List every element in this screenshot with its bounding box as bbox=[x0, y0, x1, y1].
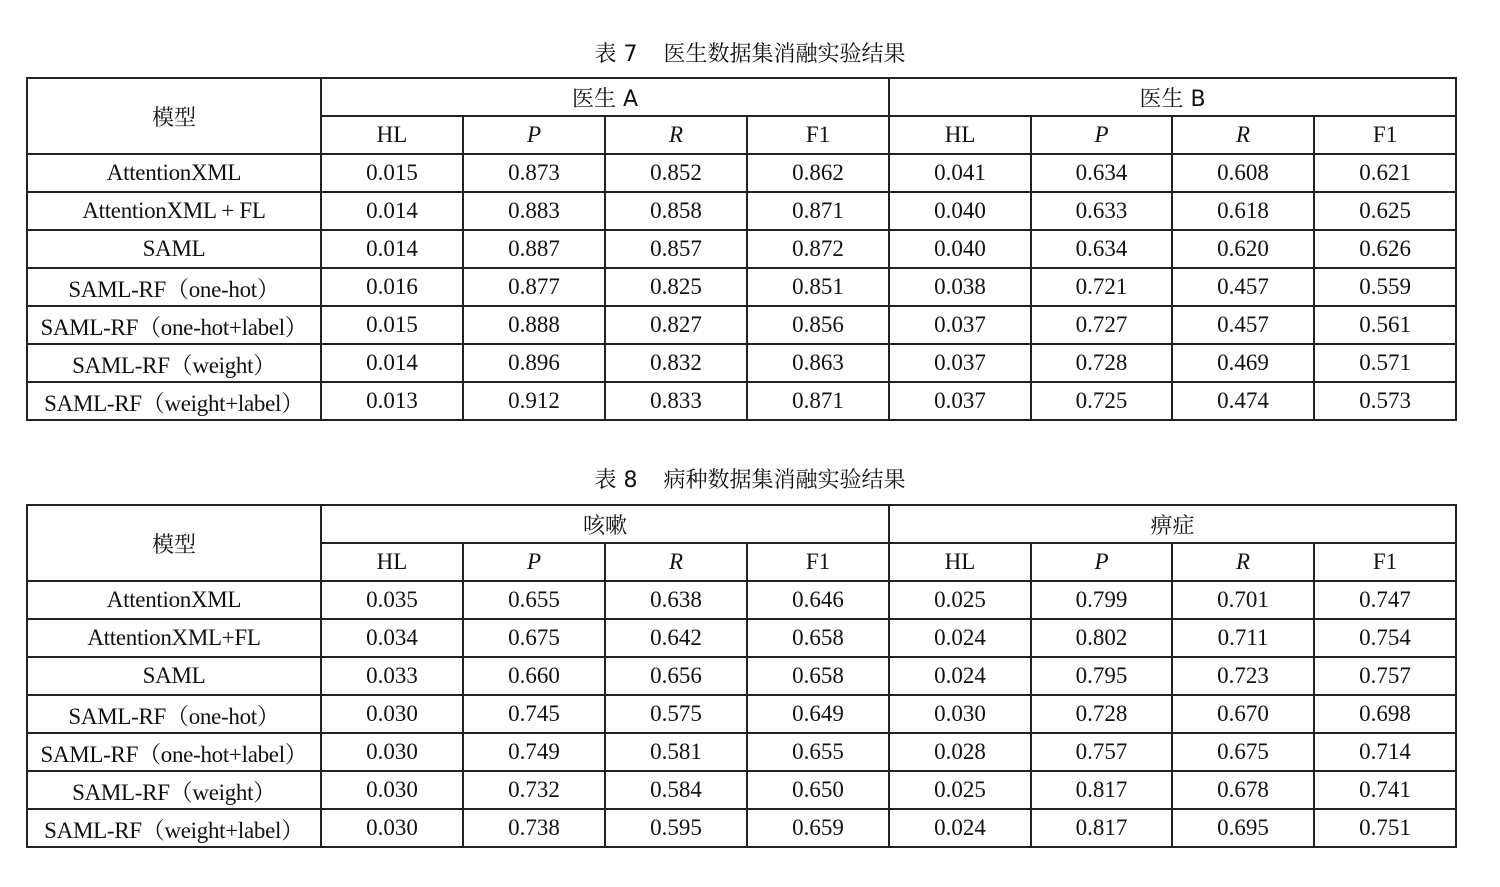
value-cell: 0.825 bbox=[605, 268, 747, 306]
value-cell: 0.024 bbox=[889, 809, 1031, 847]
value-cell: 0.581 bbox=[605, 733, 747, 771]
model-name-cell: SAML-RF（weight+label） bbox=[27, 809, 321, 847]
table-row bbox=[27, 306, 1456, 344]
model-name-cell: AttentionXML bbox=[27, 154, 321, 192]
table-7-caption-number: 表 7 bbox=[594, 42, 638, 67]
group-header-2: 痹症 bbox=[889, 505, 1456, 543]
value-cell: 0.751 bbox=[1314, 809, 1456, 847]
table-row bbox=[27, 268, 1456, 306]
value-cell: 0.033 bbox=[321, 657, 463, 695]
value-cell: 0.625 bbox=[1314, 192, 1456, 230]
table-row bbox=[27, 581, 1456, 619]
value-cell: 0.658 bbox=[747, 657, 889, 695]
value-cell: 0.034 bbox=[321, 619, 463, 657]
metric-header: HL bbox=[321, 543, 463, 581]
table-7-body bbox=[27, 78, 1456, 420]
table-8-caption bbox=[0, 466, 1500, 496]
value-cell: 0.817 bbox=[1031, 771, 1172, 809]
value-cell: 0.038 bbox=[889, 268, 1031, 306]
value-cell: 0.799 bbox=[1031, 581, 1172, 619]
value-cell: 0.638 bbox=[605, 581, 747, 619]
value-cell: 0.678 bbox=[1172, 771, 1314, 809]
table-7 bbox=[26, 77, 1457, 421]
value-cell: 0.575 bbox=[605, 695, 747, 733]
value-cell: 0.872 bbox=[747, 230, 889, 268]
value-cell: 0.732 bbox=[463, 771, 605, 809]
value-cell: 0.015 bbox=[321, 154, 463, 192]
value-cell: 0.887 bbox=[463, 230, 605, 268]
metric-header: R bbox=[605, 543, 747, 581]
model-name-cell: SAML-RF（one-hot+label） bbox=[27, 733, 321, 771]
value-cell: 0.852 bbox=[605, 154, 747, 192]
value-cell: 0.015 bbox=[321, 306, 463, 344]
model-name-cell: SAML-RF（weight） bbox=[27, 771, 321, 809]
table-row bbox=[27, 619, 1456, 657]
metric-header: F1 bbox=[1314, 116, 1456, 154]
value-cell: 0.675 bbox=[1172, 733, 1314, 771]
value-cell: 0.856 bbox=[747, 306, 889, 344]
value-cell: 0.030 bbox=[889, 695, 1031, 733]
value-cell: 0.723 bbox=[1172, 657, 1314, 695]
value-cell: 0.040 bbox=[889, 230, 1031, 268]
value-cell: 0.469 bbox=[1172, 344, 1314, 382]
value-cell: 0.832 bbox=[605, 344, 747, 382]
value-cell: 0.013 bbox=[321, 382, 463, 420]
table-row bbox=[27, 733, 1456, 771]
value-cell: 0.649 bbox=[747, 695, 889, 733]
value-cell: 0.873 bbox=[463, 154, 605, 192]
value-cell: 0.721 bbox=[1031, 268, 1172, 306]
metric-header: F1 bbox=[747, 116, 889, 154]
value-cell: 0.757 bbox=[1031, 733, 1172, 771]
value-cell: 0.659 bbox=[747, 809, 889, 847]
value-cell: 0.896 bbox=[463, 344, 605, 382]
table-row bbox=[27, 230, 1456, 268]
model-column-header: 模型 bbox=[27, 505, 321, 581]
group-header-2: 医生 B bbox=[889, 78, 1456, 116]
value-cell: 0.795 bbox=[1031, 657, 1172, 695]
metric-header: P bbox=[463, 543, 605, 581]
model-name-cell: SAML-RF（weight） bbox=[27, 344, 321, 382]
value-cell: 0.675 bbox=[463, 619, 605, 657]
model-name-cell: SAML-RF（one-hot） bbox=[27, 268, 321, 306]
value-cell: 0.024 bbox=[889, 657, 1031, 695]
table-row bbox=[27, 154, 1456, 192]
value-cell: 0.727 bbox=[1031, 306, 1172, 344]
table-row bbox=[27, 382, 1456, 420]
value-cell: 0.670 bbox=[1172, 695, 1314, 733]
value-cell: 0.646 bbox=[747, 581, 889, 619]
value-cell: 0.711 bbox=[1172, 619, 1314, 657]
value-cell: 0.728 bbox=[1031, 695, 1172, 733]
value-cell: 0.573 bbox=[1314, 382, 1456, 420]
table-row bbox=[27, 695, 1456, 733]
value-cell: 0.030 bbox=[321, 695, 463, 733]
model-name-cell: SAML bbox=[27, 230, 321, 268]
value-cell: 0.030 bbox=[321, 809, 463, 847]
metric-header: HL bbox=[889, 543, 1031, 581]
value-cell: 0.595 bbox=[605, 809, 747, 847]
value-cell: 0.660 bbox=[463, 657, 605, 695]
value-cell: 0.457 bbox=[1172, 268, 1314, 306]
metric-header: R bbox=[1172, 543, 1314, 581]
value-cell: 0.738 bbox=[463, 809, 605, 847]
metric-header: P bbox=[1031, 116, 1172, 154]
value-cell: 0.626 bbox=[1314, 230, 1456, 268]
value-cell: 0.757 bbox=[1314, 657, 1456, 695]
value-cell: 0.650 bbox=[747, 771, 889, 809]
value-cell: 0.014 bbox=[321, 230, 463, 268]
header-row-groups bbox=[27, 505, 1456, 543]
metric-header: F1 bbox=[747, 543, 889, 581]
value-cell: 0.024 bbox=[889, 619, 1031, 657]
table-row bbox=[27, 344, 1456, 382]
model-name-cell: AttentionXML bbox=[27, 581, 321, 619]
value-cell: 0.833 bbox=[605, 382, 747, 420]
value-cell: 0.883 bbox=[463, 192, 605, 230]
value-cell: 0.871 bbox=[747, 192, 889, 230]
value-cell: 0.749 bbox=[463, 733, 605, 771]
value-cell: 0.474 bbox=[1172, 382, 1314, 420]
table-row bbox=[27, 809, 1456, 847]
table-8 bbox=[26, 504, 1457, 848]
table-row bbox=[27, 771, 1456, 809]
value-cell: 0.040 bbox=[889, 192, 1031, 230]
model-name-cell: AttentionXML + FL bbox=[27, 192, 321, 230]
value-cell: 0.741 bbox=[1314, 771, 1456, 809]
value-cell: 0.584 bbox=[605, 771, 747, 809]
value-cell: 0.863 bbox=[747, 344, 889, 382]
value-cell: 0.620 bbox=[1172, 230, 1314, 268]
value-cell: 0.695 bbox=[1172, 809, 1314, 847]
model-name-cell: SAML-RF（one-hot+label） bbox=[27, 306, 321, 344]
value-cell: 0.030 bbox=[321, 771, 463, 809]
value-cell: 0.658 bbox=[747, 619, 889, 657]
value-cell: 0.888 bbox=[463, 306, 605, 344]
value-cell: 0.016 bbox=[321, 268, 463, 306]
value-cell: 0.858 bbox=[605, 192, 747, 230]
value-cell: 0.571 bbox=[1314, 344, 1456, 382]
value-cell: 0.559 bbox=[1314, 268, 1456, 306]
value-cell: 0.014 bbox=[321, 344, 463, 382]
value-cell: 0.857 bbox=[605, 230, 747, 268]
value-cell: 0.025 bbox=[889, 771, 1031, 809]
value-cell: 0.656 bbox=[605, 657, 747, 695]
metric-header: R bbox=[605, 116, 747, 154]
model-name-cell: AttentionXML+FL bbox=[27, 619, 321, 657]
value-cell: 0.037 bbox=[889, 306, 1031, 344]
value-cell: 0.621 bbox=[1314, 154, 1456, 192]
table-8-body bbox=[27, 505, 1456, 847]
value-cell: 0.618 bbox=[1172, 192, 1314, 230]
value-cell: 0.862 bbox=[747, 154, 889, 192]
value-cell: 0.754 bbox=[1314, 619, 1456, 657]
value-cell: 0.714 bbox=[1314, 733, 1456, 771]
value-cell: 0.725 bbox=[1031, 382, 1172, 420]
value-cell: 0.745 bbox=[463, 695, 605, 733]
metric-header: R bbox=[1172, 116, 1314, 154]
value-cell: 0.912 bbox=[463, 382, 605, 420]
value-cell: 0.634 bbox=[1031, 230, 1172, 268]
metric-header: F1 bbox=[1314, 543, 1456, 581]
model-name-cell: SAML bbox=[27, 657, 321, 695]
value-cell: 0.634 bbox=[1031, 154, 1172, 192]
table-8-caption-number: 表 8 bbox=[594, 468, 638, 493]
value-cell: 0.728 bbox=[1031, 344, 1172, 382]
value-cell: 0.633 bbox=[1031, 192, 1172, 230]
model-name-cell: SAML-RF（one-hot） bbox=[27, 695, 321, 733]
value-cell: 0.642 bbox=[605, 619, 747, 657]
group-header-1: 医生 A bbox=[321, 78, 889, 116]
header-row-groups bbox=[27, 78, 1456, 116]
value-cell: 0.561 bbox=[1314, 306, 1456, 344]
value-cell: 0.457 bbox=[1172, 306, 1314, 344]
value-cell: 0.877 bbox=[463, 268, 605, 306]
metric-header: HL bbox=[321, 116, 463, 154]
value-cell: 0.025 bbox=[889, 581, 1031, 619]
value-cell: 0.028 bbox=[889, 733, 1031, 771]
model-column-header: 模型 bbox=[27, 78, 321, 154]
value-cell: 0.817 bbox=[1031, 809, 1172, 847]
value-cell: 0.035 bbox=[321, 581, 463, 619]
value-cell: 0.827 bbox=[605, 306, 747, 344]
value-cell: 0.698 bbox=[1314, 695, 1456, 733]
value-cell: 0.030 bbox=[321, 733, 463, 771]
value-cell: 0.655 bbox=[747, 733, 889, 771]
table-7-caption bbox=[0, 40, 1500, 70]
value-cell: 0.608 bbox=[1172, 154, 1314, 192]
value-cell: 0.851 bbox=[747, 268, 889, 306]
value-cell: 0.871 bbox=[747, 382, 889, 420]
value-cell: 0.655 bbox=[463, 581, 605, 619]
metric-header: HL bbox=[889, 116, 1031, 154]
value-cell: 0.701 bbox=[1172, 581, 1314, 619]
value-cell: 0.041 bbox=[889, 154, 1031, 192]
metric-header: P bbox=[1031, 543, 1172, 581]
model-name-cell: SAML-RF（weight+label） bbox=[27, 382, 321, 420]
value-cell: 0.747 bbox=[1314, 581, 1456, 619]
table-row bbox=[27, 657, 1456, 695]
table-row bbox=[27, 192, 1456, 230]
group-header-1: 咳嗽 bbox=[321, 505, 889, 543]
value-cell: 0.802 bbox=[1031, 619, 1172, 657]
table-8-caption-title: 病种数据集消融实验结果 bbox=[663, 468, 906, 493]
value-cell: 0.014 bbox=[321, 192, 463, 230]
table-7-caption-title: 医生数据集消融实验结果 bbox=[663, 42, 906, 67]
metric-header: P bbox=[463, 116, 605, 154]
value-cell: 0.037 bbox=[889, 344, 1031, 382]
value-cell: 0.037 bbox=[889, 382, 1031, 420]
